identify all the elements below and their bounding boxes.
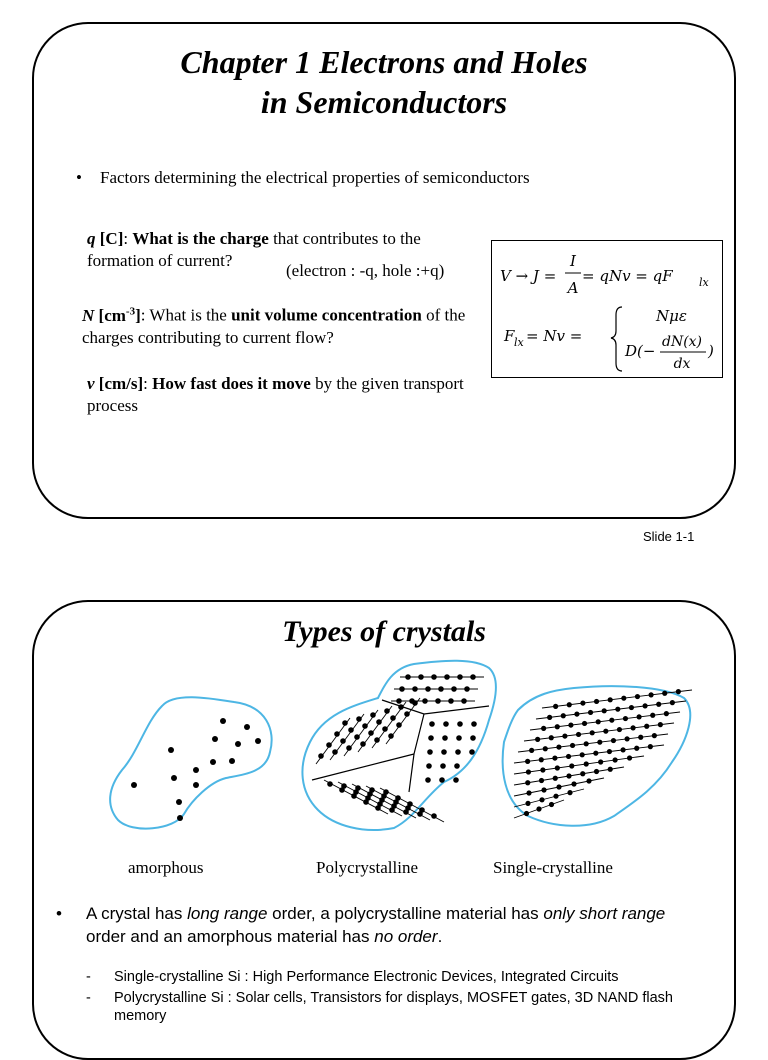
atom	[346, 745, 352, 751]
bullet-crystal-order-part: no order	[374, 927, 438, 946]
atom	[176, 799, 182, 805]
atom	[568, 722, 573, 727]
bullet-dot: •	[76, 168, 82, 187]
v-sep: :	[143, 374, 153, 393]
atom	[171, 775, 177, 781]
atom	[603, 729, 608, 734]
atom	[456, 735, 462, 741]
single-crystalline-atoms	[514, 689, 692, 818]
atom	[540, 767, 545, 772]
atom	[642, 703, 647, 708]
atom	[556, 744, 561, 749]
caption-amorphous: amorphous	[128, 858, 204, 877]
atom	[348, 727, 354, 733]
v-unit: [cm/s]	[94, 374, 144, 393]
atom	[342, 720, 348, 726]
equation-box	[491, 240, 723, 378]
atom	[648, 744, 653, 749]
atom	[212, 736, 218, 742]
atom	[630, 725, 635, 730]
atom	[566, 754, 571, 759]
atom	[448, 698, 454, 704]
charge-note: (electron : -q, hole :+q)	[286, 261, 445, 280]
bullet-crystal-order-text	[86, 902, 706, 948]
atom	[453, 777, 459, 783]
atom	[670, 700, 675, 705]
atom	[584, 741, 589, 746]
atom	[593, 751, 598, 756]
atom	[334, 731, 340, 737]
atom	[541, 787, 546, 792]
atom	[617, 727, 622, 732]
eq-case2-num: dN(x)	[661, 334, 703, 350]
sub-bullet-dash: -	[86, 969, 91, 985]
atom	[615, 707, 620, 712]
atom	[597, 740, 602, 745]
atom	[427, 749, 433, 755]
atom	[464, 686, 470, 692]
lattice-line	[514, 756, 644, 774]
n-bold: unit volume concentration	[231, 305, 422, 325]
atom	[569, 763, 574, 768]
atom	[457, 721, 463, 727]
atom	[634, 746, 639, 751]
atom	[636, 714, 641, 719]
atom	[168, 747, 174, 753]
atom	[608, 697, 613, 702]
atom	[419, 807, 425, 813]
slide-2	[32, 600, 736, 1060]
atom	[362, 723, 368, 729]
slide-1-title-line-1: Chapter 1 Electrons and Holes	[180, 44, 588, 80]
atom	[586, 778, 591, 783]
atom	[556, 784, 561, 789]
slide-1-title-line-2: in Semiconductors	[260, 84, 508, 120]
atom	[664, 711, 669, 716]
atom	[656, 702, 661, 707]
atom	[541, 726, 546, 731]
v-rest: by the given transport process	[87, 374, 464, 415]
eq-frac-num: I	[570, 252, 576, 270]
atom	[580, 700, 585, 705]
eq-case2-a: D(−	[625, 342, 656, 360]
atom	[553, 704, 558, 709]
n-unit-b: ]	[135, 305, 141, 325]
atom	[418, 674, 424, 680]
atom	[635, 694, 640, 699]
sub-bullet-text: Single-crystalline Si : High Performance Electronic Devices, Integrated Circuits	[114, 969, 619, 985]
q-rest: that contributes to the formation of current?	[87, 229, 421, 270]
atom	[571, 781, 576, 786]
lattice-line	[514, 745, 664, 763]
slide-number: Slide 1-1	[643, 529, 695, 544]
atom	[470, 674, 476, 680]
atom	[638, 735, 643, 740]
atom	[574, 711, 579, 716]
atom	[425, 686, 431, 692]
bullet-crystal-order-part: only short range	[543, 904, 666, 923]
eq-case2-b: )	[708, 342, 714, 360]
atom	[471, 721, 477, 727]
atom	[451, 686, 457, 692]
atom	[131, 782, 137, 788]
atom	[552, 755, 557, 760]
atom	[404, 711, 410, 717]
atom	[220, 718, 226, 724]
atom	[177, 815, 183, 821]
atom	[526, 790, 531, 795]
bullet-crystal-order-part: .	[437, 927, 443, 946]
grain-boundary-left	[312, 754, 414, 780]
atom	[623, 716, 628, 721]
atom	[461, 698, 467, 704]
atom	[340, 738, 346, 744]
atom	[388, 733, 394, 739]
atom	[594, 699, 599, 704]
atom	[590, 730, 595, 735]
atom	[525, 780, 530, 785]
atom	[543, 746, 548, 751]
atom	[412, 686, 418, 692]
v-bold: How fast does it move	[152, 374, 311, 393]
atom	[567, 790, 572, 795]
atom	[562, 733, 567, 738]
grain-boundary-middle	[409, 714, 424, 792]
atom	[536, 806, 541, 811]
atom	[598, 759, 603, 764]
bullet-factors	[76, 168, 530, 188]
eq-line2-a: F	[504, 327, 515, 345]
atom	[529, 748, 534, 753]
atom	[457, 674, 463, 680]
atom	[395, 795, 401, 801]
atom	[210, 759, 216, 765]
sub-bullet-text: Polycrystalline Si : Solar cells, Transistors for displays, MOSFET gates, 3D NAND flash memory	[114, 990, 673, 1024]
atom	[426, 763, 432, 769]
atom	[332, 749, 338, 755]
eq-frac-den: A	[567, 279, 579, 297]
atom	[396, 722, 402, 728]
n-unit-a: [cm	[94, 305, 126, 325]
atom	[582, 721, 587, 726]
atom	[440, 763, 446, 769]
n-rest: of the charges contributing to current flow?	[82, 305, 466, 347]
atom	[566, 773, 571, 778]
atom	[549, 735, 554, 740]
atom	[526, 769, 531, 774]
single-crystalline-outline	[503, 686, 691, 826]
atom	[442, 735, 448, 741]
bullet-crystal-order-part: A crystal has	[86, 904, 188, 923]
atom	[374, 737, 380, 743]
atom	[627, 755, 632, 760]
atom	[428, 735, 434, 741]
atom	[412, 700, 418, 706]
atom	[470, 735, 476, 741]
atom	[525, 801, 530, 806]
caption-single-crystalline: Single-crystalline	[493, 858, 613, 877]
lattice-line	[530, 712, 680, 730]
lattice-line	[524, 723, 674, 741]
atom	[455, 749, 461, 755]
atom	[407, 801, 413, 807]
atom	[555, 724, 560, 729]
velocity-paragraph	[87, 373, 487, 417]
atom	[431, 813, 437, 819]
slide-1	[32, 22, 736, 519]
atom	[648, 692, 653, 697]
eq-case1: Nμε	[656, 307, 687, 325]
atom	[561, 713, 566, 718]
atom	[621, 696, 626, 701]
atom	[327, 781, 333, 787]
lattice-line	[542, 690, 692, 708]
concentration-paragraph	[82, 300, 502, 349]
atom	[370, 712, 376, 718]
atom	[443, 721, 449, 727]
atom	[658, 722, 663, 727]
atom	[652, 733, 657, 738]
atom	[662, 691, 667, 696]
atom	[356, 716, 362, 722]
atom	[435, 698, 441, 704]
atom	[431, 674, 437, 680]
atom	[193, 782, 199, 788]
atom	[376, 719, 382, 725]
bullet-dot: •	[56, 904, 62, 923]
atom	[398, 704, 404, 710]
slide-2-title: Types of crystals	[282, 615, 486, 648]
atom	[676, 689, 681, 694]
atom	[396, 698, 402, 704]
caption-polycrystalline: Polycrystalline	[316, 858, 418, 877]
q-sep: :	[123, 229, 133, 248]
atom	[539, 778, 544, 783]
bullet-factors-text: Factors determining the electrical properties of semiconductors	[100, 168, 530, 187]
atom	[539, 797, 544, 802]
atom	[609, 718, 614, 723]
atom	[629, 705, 634, 710]
atom	[650, 713, 655, 718]
atom	[318, 753, 324, 759]
atom	[369, 787, 375, 793]
atom	[620, 747, 625, 752]
v-symbol: v	[87, 374, 95, 393]
polycrystalline-atoms	[316, 674, 484, 822]
bullet-crystal-order-part: order and an amorphous material has	[86, 927, 375, 946]
q-unit: [C]	[95, 229, 124, 248]
atom	[405, 674, 411, 680]
n-unit-sup: -3	[125, 305, 136, 317]
atom	[596, 719, 601, 724]
atom	[525, 759, 530, 764]
lattice-line	[536, 701, 686, 719]
atom	[535, 737, 540, 742]
atom	[613, 757, 618, 762]
eq-case2-den: dx	[673, 356, 691, 372]
atom	[469, 749, 475, 755]
eq-line2-sub: lx	[514, 336, 524, 349]
atom	[429, 721, 435, 727]
atom	[608, 767, 613, 772]
atom	[624, 736, 629, 741]
atom	[454, 763, 460, 769]
eq-line1-a: V → J =	[500, 267, 557, 285]
atom	[438, 686, 444, 692]
atom	[644, 724, 649, 729]
atom	[399, 686, 405, 692]
atom	[235, 741, 241, 747]
atom	[354, 734, 360, 740]
atom	[193, 767, 199, 773]
atom	[602, 708, 607, 713]
atom	[439, 777, 445, 783]
atom	[584, 761, 589, 766]
atom	[567, 702, 572, 707]
atom	[326, 742, 332, 748]
atom	[539, 757, 544, 762]
atom	[611, 738, 616, 743]
atom	[255, 738, 261, 744]
atom	[360, 741, 366, 747]
atom	[580, 752, 585, 757]
atom	[555, 765, 560, 770]
atom	[441, 749, 447, 755]
atom	[444, 674, 450, 680]
eq-line2-b: = Nv =	[526, 327, 583, 345]
q-bold: What is the charge	[132, 229, 269, 248]
atom	[553, 794, 558, 799]
eq-brace	[611, 307, 622, 371]
atom	[607, 749, 612, 754]
crystal-diagram	[34, 602, 734, 862]
atom	[524, 811, 529, 816]
atom	[341, 783, 347, 789]
atom	[368, 730, 374, 736]
atom	[425, 777, 431, 783]
sub-bullet-dash: -	[86, 990, 91, 1006]
atom	[422, 698, 428, 704]
atom	[570, 743, 575, 748]
amorphous-outline	[110, 697, 272, 828]
atom	[244, 724, 250, 730]
atom	[547, 715, 552, 720]
atom	[594, 769, 599, 774]
bullet-crystal-order-part: order, a polycrystalline material has	[267, 904, 544, 923]
q-symbol: q	[87, 229, 96, 248]
amorphous-atoms	[131, 718, 261, 821]
eq-line1-sub: lx	[699, 276, 709, 289]
bullet-crystal-order-part: long range	[187, 904, 268, 923]
atom	[384, 708, 390, 714]
eq-line1-b: = qNv = qF	[582, 267, 673, 285]
atom	[588, 710, 593, 715]
atom	[229, 758, 235, 764]
n-pre: : What is the	[140, 305, 232, 325]
atom	[383, 789, 389, 795]
equation-svg	[492, 241, 722, 377]
atom	[576, 732, 581, 737]
lattice-line	[518, 734, 668, 752]
n-symbol: N	[82, 305, 95, 325]
atom	[390, 715, 396, 721]
atom	[549, 802, 554, 807]
atom	[382, 726, 388, 732]
atom	[580, 771, 585, 776]
atom	[355, 785, 361, 791]
atom	[553, 776, 558, 781]
